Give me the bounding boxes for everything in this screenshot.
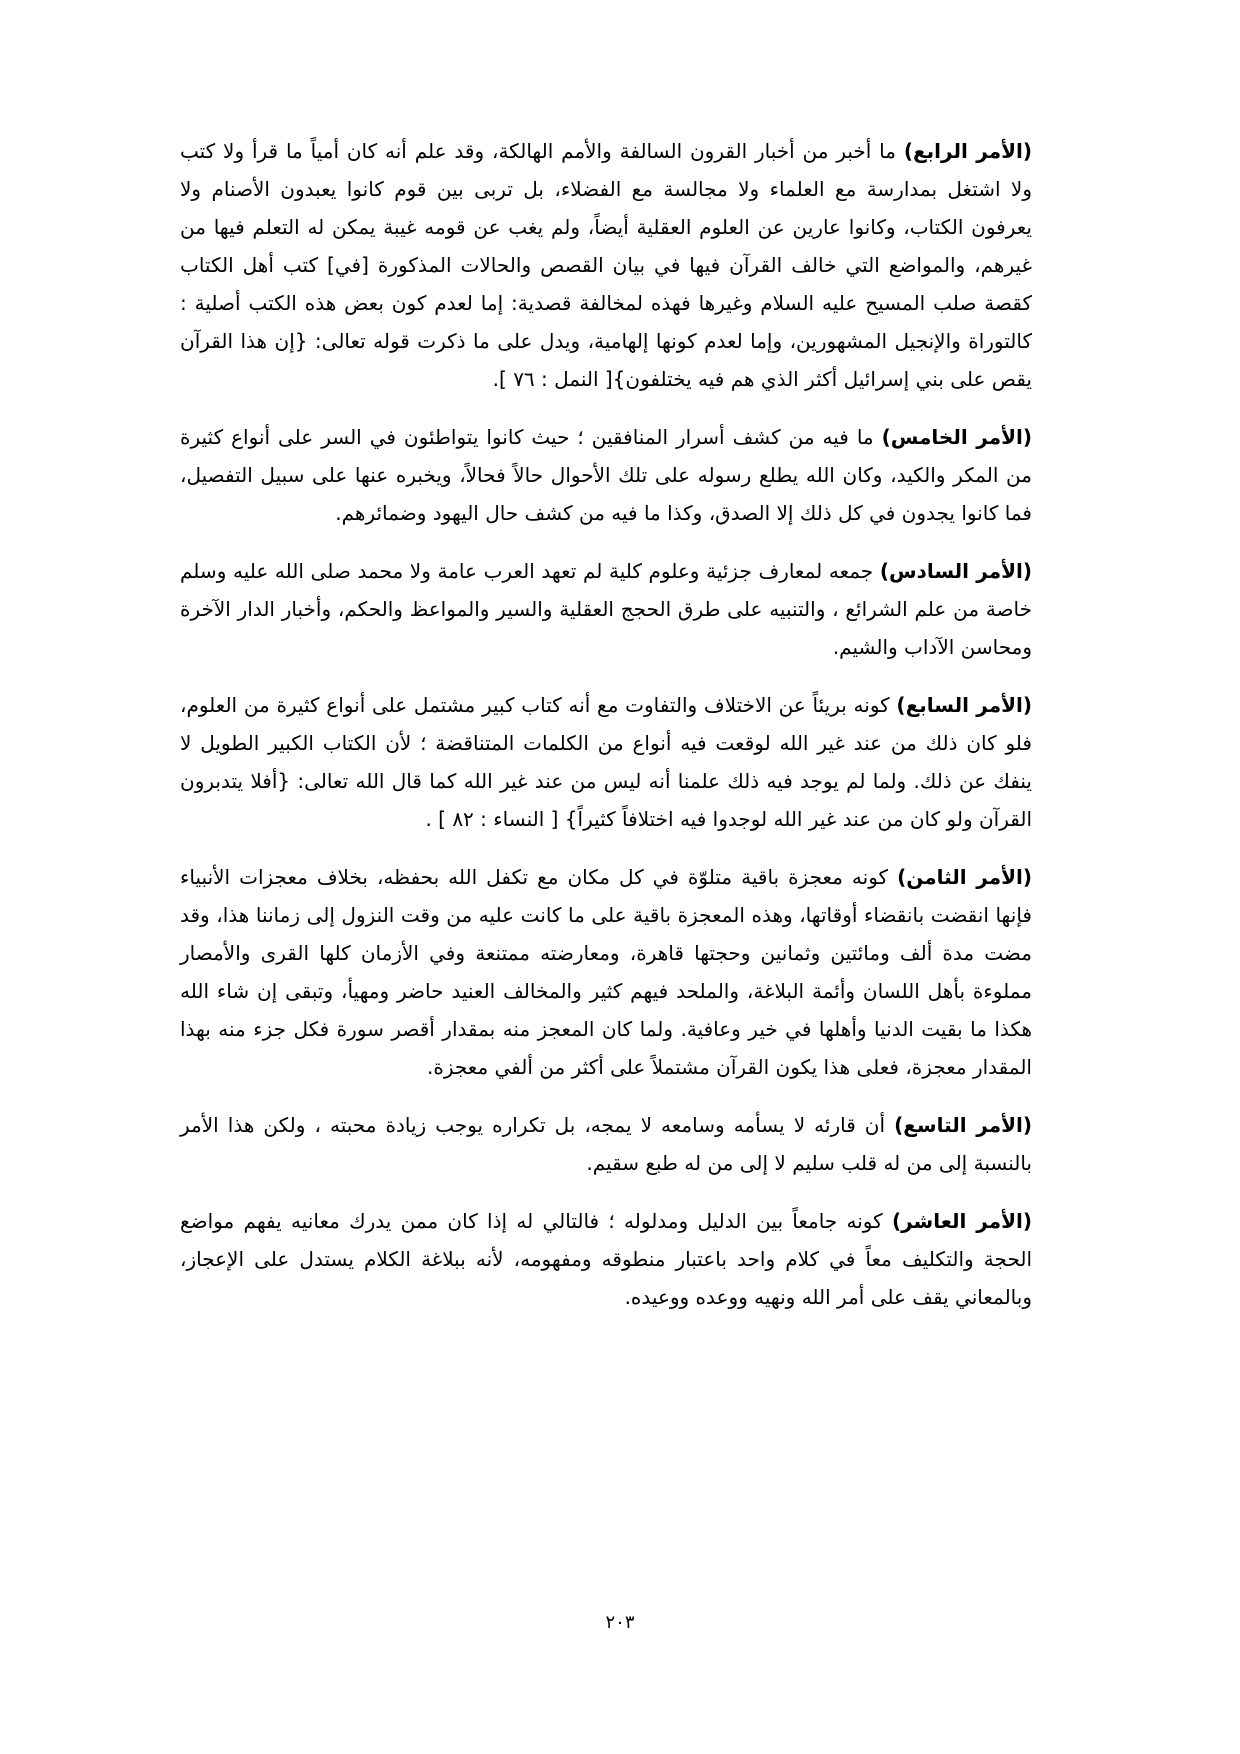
paragraph-tenth-matter: [180, 1202, 1032, 1316]
paragraph-heading: (الأمر السابع): [896, 693, 1033, 717]
paragraph-heading: (الأمر الرابع): [903, 139, 1032, 163]
paragraph-text: كونه جامعاً بين الدليل ومدلوله ؛ فالتالي له إذا كان ممن يدرك معانيه يفهم مواضع الحجة والتكليف معاً في كلام واحد باعتبار منطوقه ومفهومه، لأنه ببلاغة الكلام يستدل على الإعجاز، وبالمعاني يقف على أمر الله ونهيه ووعده ووعيده.: [180, 1209, 1032, 1309]
paragraph-text: كونه بريئاً عن الاختلاف والتفاوت مع أنه كتاب كبير مشتمل على أنواع كثيرة من العلوم، فلو كان ذلك من عند غير الله لوقعت فيه أنواع من الكلمات المتناقضة ؛ لأن الكتاب الكبير الطويل لا ينفك عن ذلك. ولما لم يوجد فيه ذلك علمنا أنه ليس من عند غير الله كما قال الله تعالى: {أفلا يتدبرون القرآن ولو كان من عند غير الله لوجدوا فيه اختلافاً كثيراً} [ النساء : ٨٢ ] .: [180, 693, 1032, 831]
page-body: [180, 132, 1032, 1336]
page-number: ٢٠٣: [605, 1612, 635, 1633]
paragraph-heading: (الأمر السادس): [879, 559, 1032, 583]
paragraph-eighth-matter: [180, 858, 1032, 1086]
paragraph-fourth-matter: [180, 132, 1032, 398]
paragraph-sixth-matter: [180, 552, 1032, 666]
paragraph-text: جمعه لمعارف جزئية وعلوم كلية لم تعهد العرب عامة ولا محمد صلى الله عليه وسلم خاصة من علم الشرائع ، والتنبيه على طرق الحجج العقلية والسير والمواعظ والحكم، وأخبار الدار الآخرة ومحاسن الآداب والشيم.: [180, 559, 1032, 659]
paragraph-heading: (الأمر الثامن): [897, 865, 1032, 889]
paragraph-heading: (الأمر التاسع): [894, 1113, 1032, 1137]
paragraph-text: أن قارئه لا يسأمه وسامعه لا يمجه، بل تكراره يوجب زيادة محبته ، ولكن هذا الأمر بالنسبة إلى من له قلب سليم لا إلى من له طبع سقيم.: [180, 1113, 1032, 1175]
paragraph-heading: (الأمر الخامس): [881, 425, 1033, 449]
paragraph-text: ما فيه من كشف أسرار المنافقين ؛ حيث كانوا يتواطئون في السر على أنواع كثيرة من المكر والكيد، وكان الله يطلع رسوله على تلك الأحوال حالاً فحالاً، ويخبره عنها على سبيل التفصيل، فما كانوا يجدون في كل ذلك إلا الصدق، وكذا ما فيه من كشف حال اليهود وضمائرهم.: [180, 425, 1032, 525]
paragraph-text: كونه معجزة باقية متلوّة في كل مكان مع تكفل الله بحفظه، بخلاف معجزات الأنبياء فإنها انقضت بانقضاء أوقاتها، وهذه المعجزة باقية على ما كانت عليه من وقت النزول إلى زماننا هذا، وقد مضت مدة ألف ومائتين وثمانين وحجتها قاهرة، ومعارضته ممتنعة وفي الأزمان كلها القرى والأمصار مملوءة بأهل اللسان وأئمة البلاغة، والملحد فيهم كثير والمخالف العنيد حاضر ومهيأ، وتبقى إن شاء الله هكذا ما بقيت الدنيا وأهلها في خير وعافية. ولما كان المعجز منه بمقدار أقصر سورة فكل جزء منه بهذا المقدار معجزة، فعلى هذا يكون القرآن مشتملاً على أكثر من ألفي معجزة.: [180, 865, 1032, 1079]
paragraph-seventh-matter: [180, 686, 1032, 838]
paragraph-ninth-matter: [180, 1106, 1032, 1182]
paragraph-heading: (الأمر العاشر): [891, 1209, 1032, 1233]
paragraph-text: ما أخبر من أخبار القرون السالفة والأمم الهالكة، وقد علم أنه كان أمياً ما قرأ ولا كتب ولا اشتغل بمدارسة مع العلماء ولا مجالسة مع الفضلاء، بل تربى بين قوم كانوا يعبدون الأصنام ولا يعرفون الكتاب، وكانوا عارين عن العلوم العقلية أيضاً، ولم يغب عن قومه غيبة يمكن له التعلم فيها من غيرهم، والمواضع التي خالف القرآن فيها في بيان القصص والحالات المذكورة [في] كتب أهل الكتاب كقصة صلب المسيح عليه السلام وغيرها فهذه لمخالفة قصدية: إما لعدم كون بعض هذه الكتب أصلية : كالتوراة والإنجيل المشهورين، وإما لعدم كونها إلهامية، ويدل على ما ذكرت قوله تعالى: {إن هذا القرآن يقص على بني إسرائيل أكثر الذي هم فيه يختلفون}[ النمل : ٧٦ ].: [180, 139, 1032, 391]
paragraph-fifth-matter: [180, 418, 1032, 532]
